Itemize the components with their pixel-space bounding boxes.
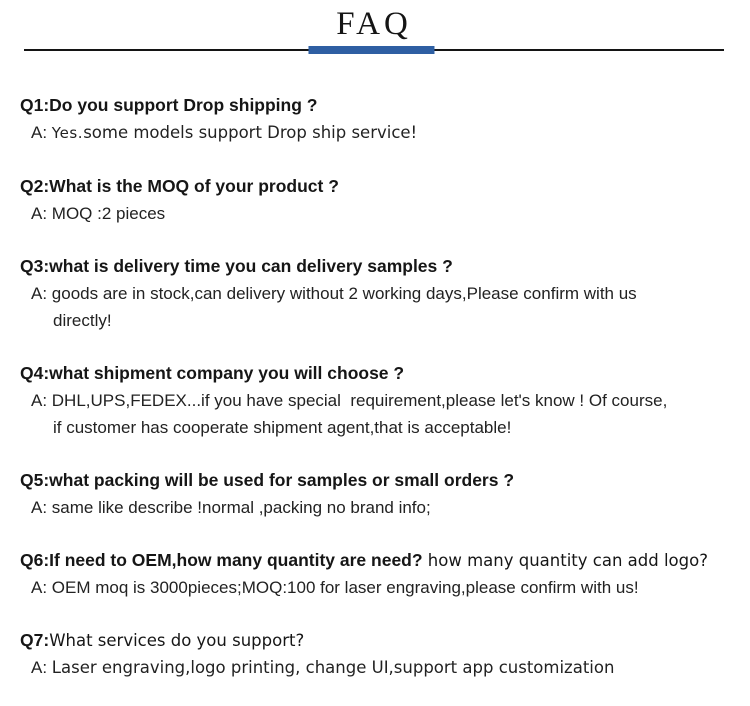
faq-answer-line [20, 119, 728, 147]
question-text-segment: Q7: [20, 630, 50, 650]
answer-text-segment: A: [31, 658, 52, 677]
faq-item-q1 [20, 92, 728, 147]
faq-answer-line [20, 574, 728, 601]
faq-question [20, 627, 728, 654]
faq-answer-line [20, 387, 728, 414]
faq-item-q5 [20, 467, 728, 521]
faq-answer-line [20, 494, 728, 521]
faq-question [20, 253, 728, 280]
question-text-segment: Q4:what shipment company you will choose ? [20, 363, 405, 383]
faq-answer-line [20, 414, 728, 441]
faq-question [20, 547, 728, 574]
divider-accent-bar [308, 46, 434, 54]
answer-text-segment: A: MOQ :2 pieces [31, 204, 166, 223]
faq-question [20, 92, 728, 119]
title-divider [24, 46, 724, 56]
answer-text-segment: A: DHL,UPS,FEDEX...if you have special requirement,please let's know ! Of course, [31, 391, 668, 410]
question-text-segment: Q2:What is the MOQ of your product ? [20, 176, 339, 196]
answer-text-segment: some models support Drop ship service! [83, 123, 418, 142]
faq-list [20, 92, 728, 681]
page-header [20, 4, 728, 56]
question-text-segment: Q5:what packing will be used for samples or small orders ? [20, 470, 515, 490]
faq-question [20, 173, 728, 200]
faq-question [20, 360, 728, 387]
answer-text-segment: if customer has cooperate shipment agent,that is acceptable! [53, 418, 512, 437]
page-title: FAQ [336, 6, 412, 42]
faq-item-q6 [20, 547, 728, 601]
faq-answer-line [20, 307, 728, 334]
faq-item-q7 [20, 627, 728, 681]
answer-text-segment: A: OEM moq is 3000pieces;MOQ:100 for laser engraving,please confirm with us! [31, 578, 639, 597]
faq-item-q4 [20, 360, 728, 441]
question-text-segment: Q3:what is delivery time you can delivery samples ? [20, 256, 453, 276]
answer-text-segment: directly! [53, 311, 112, 330]
answer-text-segment: Laser engraving,logo printing, change UI,support app customization [51, 658, 615, 677]
answer-text-segment: A: goods are in stock,can delivery without 2 working days,Please confirm with us [31, 284, 637, 303]
faq-answer-line [20, 200, 728, 227]
answer-text-segment: A: [31, 123, 52, 142]
answer-text-segment: A: same like describe !normal ,packing no brand info; [31, 498, 431, 517]
faq-question [20, 467, 728, 494]
faq-answer-line [20, 280, 728, 307]
question-text-segment: Q6:If need to OEM,how many quantity are need? [20, 550, 423, 570]
faq-answer-line [20, 654, 728, 681]
question-text-segment: Q1:Do you support Drop shipping ? [20, 95, 318, 115]
faq-item-q3 [20, 253, 728, 334]
question-text-segment: What services do you support? [49, 631, 305, 650]
question-text-segment: how many quantity can add logo? [422, 551, 708, 570]
answer-text-segment: Yes. [51, 124, 84, 142]
faq-item-q2 [20, 173, 728, 227]
